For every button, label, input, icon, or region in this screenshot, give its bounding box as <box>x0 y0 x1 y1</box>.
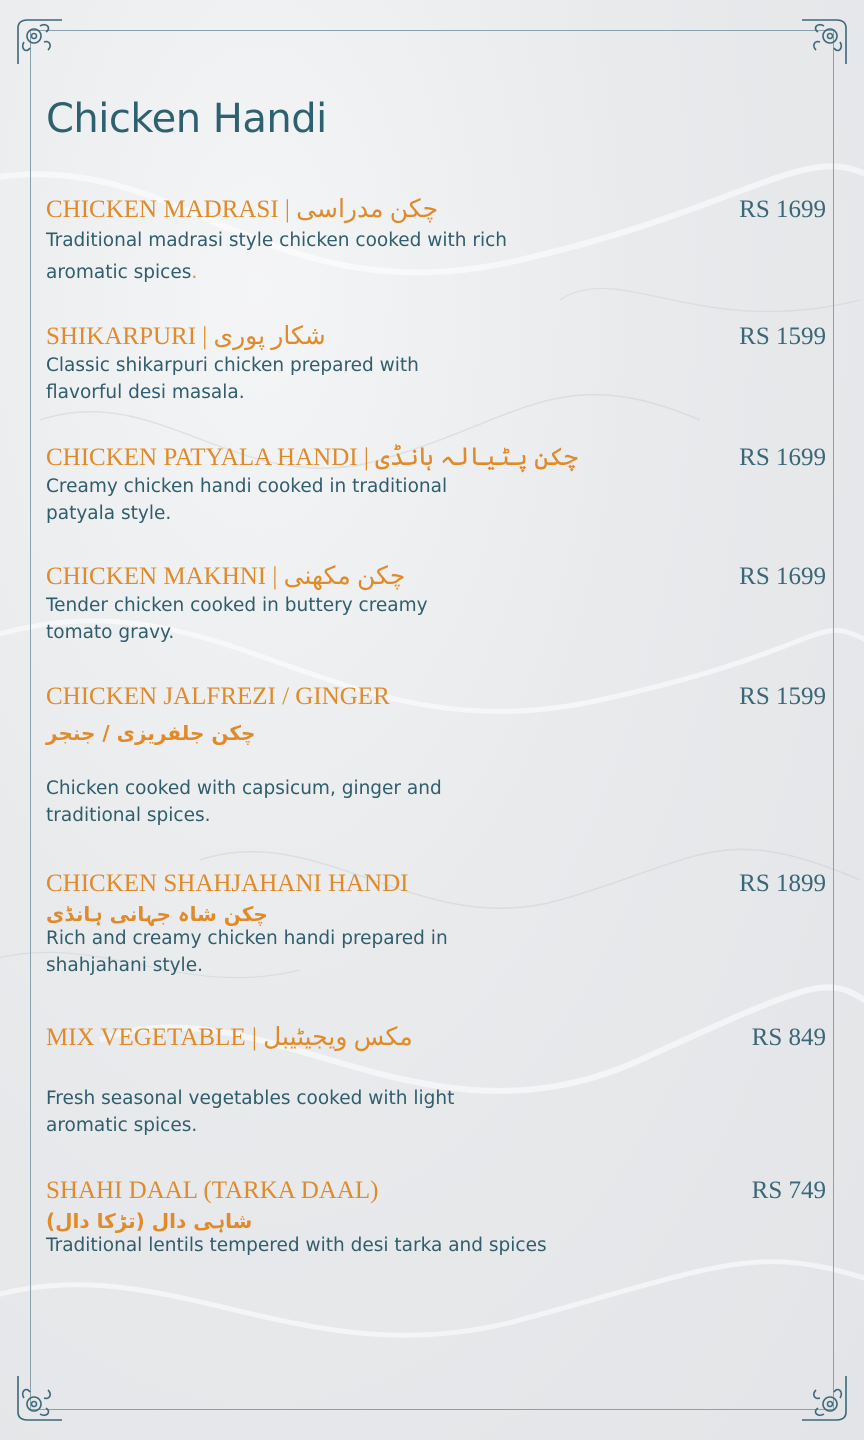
item-description: Chicken cooked with capsicum, ginger and traditional spices. <box>46 778 442 826</box>
item-price: RS 1699 <box>739 196 826 223</box>
item-description: Creamy chicken handi cooked in traditional patyala style. <box>46 476 448 524</box>
item-name: CHICKEN SHAHJAHANI HANDI <box>46 870 409 897</box>
item-name-urdu: چکن شاہ جہانی ہانڈی <box>46 902 268 926</box>
item-name: CHICKEN MADRASI | چکن مدراسی <box>46 196 439 223</box>
item-name: CHICKEN JALFREZI / GINGER <box>46 683 390 710</box>
menu-item <box>46 682 826 829</box>
page-title: Chicken Handi <box>46 96 327 142</box>
menu-item <box>46 1023 826 1139</box>
item-description: Traditional lentils tempered with desi tarka and spices <box>46 1235 547 1256</box>
item-description: Traditional madrasi style chicken cooked with rich aromatic spices. <box>46 230 508 283</box>
item-price: RS 1599 <box>739 323 826 350</box>
item-description: Rich and creamy chicken handi prepared in shahjahani style. <box>46 928 448 976</box>
item-name-urdu: شاہی دال (تڑکا دال) <box>46 1209 253 1233</box>
ornament-corner-icon <box>10 1368 70 1428</box>
item-price: RS 849 <box>751 1024 826 1051</box>
item-name: CHICKEN MAKHNI | چکن مکھنی <box>46 563 406 590</box>
item-name: SHIKARPURI | شکار پوری <box>46 323 326 350</box>
menu-item <box>46 443 826 527</box>
menu-item <box>46 195 826 289</box>
item-description: Classic shikarpuri chicken prepared with flavorful desi masala. <box>46 355 419 403</box>
item-description: Tender chicken cooked in buttery creamy tomato gravy. <box>46 595 428 643</box>
item-name: CHICKEN PATYALA HANDI | چکن پٹیالہ ہانڈی <box>46 444 579 471</box>
item-price: RS 1699 <box>739 444 826 471</box>
item-name: SHAHI DAAL (TARKA DAAL) <box>46 1177 379 1204</box>
item-name: MIX VEGETABLE | مکس ویجیٹیبل <box>46 1024 413 1051</box>
menu-item <box>46 869 826 979</box>
item-name-urdu: چکن جلفریزی / جنجر <box>46 721 256 745</box>
menu-item <box>46 1176 826 1259</box>
ornament-corner-icon <box>10 12 70 72</box>
item-description: Fresh seasonal vegetables cooked with light aromatic spices. <box>46 1088 455 1136</box>
menu-item <box>46 562 826 646</box>
item-price: RS 1599 <box>739 683 826 710</box>
menu-item <box>46 322 826 406</box>
item-price: RS 749 <box>751 1177 826 1204</box>
accent-dot: . <box>191 262 198 283</box>
item-price: RS 1899 <box>739 870 826 897</box>
item-price: RS 1699 <box>739 563 826 590</box>
ornament-corner-icon <box>794 12 854 72</box>
ornament-corner-icon <box>794 1368 854 1428</box>
